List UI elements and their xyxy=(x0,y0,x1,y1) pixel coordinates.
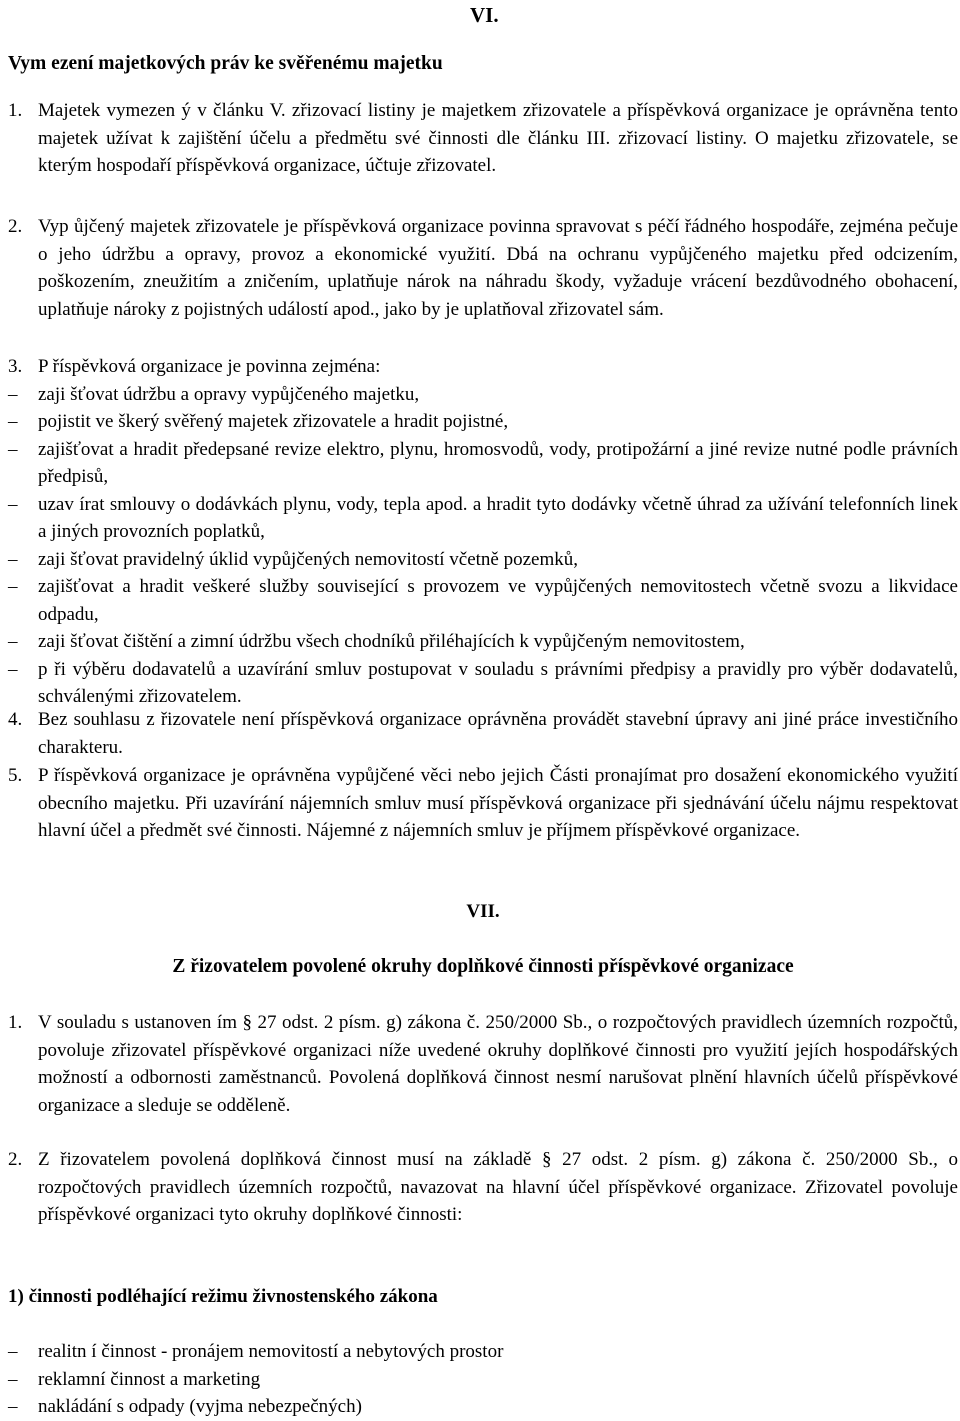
list-item: – realitn í činnost - pronájem nemovitostí a nebytových prostor xyxy=(8,1341,504,1362)
section-6-paragraph-3 xyxy=(8,353,958,711)
list-item: – pojistit ve škerý svěřený majetek zřizovatele a hradit pojistné, xyxy=(8,411,509,432)
paragraph-text: Majetek vymezen ý v článku V. zřizovací listiny je majetkem zřizovatele a příspěvková organizace je oprávněna tento majetek užívat k zajištění účelu a předmětu své činnosti dle článku III. zřizovací listiny. O majetku zřizovatele, se kterým hospodaří příspěvková organizace, účtuje zřizovatel. xyxy=(38,100,958,176)
paragraph-text: Bez souhlasu z řizovatele není příspěvková organizace oprávněna provádět stavební úpravy ani jiné práce investičního charakteru. xyxy=(38,709,958,758)
paragraph-number: 3. xyxy=(8,356,23,377)
paragraph-number: 4. xyxy=(8,709,23,730)
paragraph-number: 5. xyxy=(8,765,23,786)
section-7-paragraph-1 xyxy=(8,1009,958,1119)
section-6-paragraph-4 xyxy=(8,706,958,761)
section-7-activity-list xyxy=(8,1338,958,1421)
section-6-paragraph-2 xyxy=(8,213,958,323)
paragraph-number: 2. xyxy=(8,216,23,237)
list-item: – zajišťovat a hradit předepsané revize elektro, plynu, hromosvodů, vody, protipožární a jiné revize nutné podle právních předpisů, xyxy=(8,438,958,487)
section-7-subheading: 1) činnosti podléhající režimu živnostenského zákona xyxy=(8,1286,438,1307)
section-6-paragraph-5 xyxy=(8,762,958,845)
paragraph-number: 2. xyxy=(8,1149,23,1170)
section-6-paragraph-1 xyxy=(8,97,958,180)
section-7-title: Z řizovatelem povolené okruhy doplňkové činnosti příspěvkové organizace xyxy=(172,956,794,977)
paragraph-number: 1. xyxy=(8,1012,23,1033)
paragraph-text: V souladu s ustanoven ím § 27 odst. 2 písm. g) zákona č. 250/2000 Sb., o rozpočtových pravidlech územních rozpočtů, povoluje zřizovatel příspěvkové organizaci níže uvedené okruhy doplňkové činnosti pro využití jejích hospodářských možností a odbornosti zaměstnanců. Povolená doplňková činnost nesmí narušovat plnění hlavních účelů příspěvkové organizace a sleduje se odděleně. xyxy=(38,1012,958,1116)
paragraph-text: Z řizovatelem povolená doplňková činnost musí na základě § 27 odst. 2 písm. g) zákona č. 250/2000 Sb., o rozpočtových pravidlech územních rozpočtů, navazovat na hlavní účel příspěvkové organizace. Zřizovatel povoluje příspěvkové organizaci tyto okruhy doplňkové činnosti: xyxy=(38,1149,958,1225)
list-item: – uzav írat smlouvy o dodávkách plynu, vody, tepla apod. a hradit tyto dodávky včetně úhrad za užívání telefonních linek a jiných provozních poplatků, xyxy=(8,493,958,542)
paragraph-text: Vyp ůjčený majetek zřizovatele je příspěvková organizace povinna spravovat s péčí řádného hospodáře, zejména pečuje o jeho údržbu a opravy, provoz a ekonomické využití. Dbá na ochranu vypůjčeného majetku před odcizením, poškozením, zneužitím a zničením, uplatňuje nárok na náhradu škody, vyžaduje vrácení bezdůvodného obohacení, uplatňuje nároky z pojistných událostí apod., jako by je uplatňoval zřizovatel sám. xyxy=(38,216,958,320)
list-item: – zajišťovat a hradit veškeré služby související s provozem ve vypůjčených nemovitostech včetně svozu a likvidace odpadu, xyxy=(8,576,958,625)
list-item: – nakládání s odpady (vyjma nebezpečných) xyxy=(8,1396,362,1417)
list-item: – zaji šťovat čištění a zimní údržbu všech chodníků přiléhajících k vypůjčeným nemovitostem, xyxy=(8,631,745,652)
section-7-number: VII. xyxy=(466,901,500,922)
list-item: – zaji šťovat údržbu a opravy vypůjčeného majetku, xyxy=(8,383,420,405)
list-item: – p ři výběru dodavatelů a uzavírání smluv postupovat v souladu s právními předpisy a pravidly pro výběr dodavatelů, schválenými zřizovatelem. xyxy=(8,658,958,707)
paragraph-number: 1. xyxy=(8,100,23,121)
list-item: – zaji šťovat pravidelný úklid vypůjčených nemovitostí včetně pozemků, xyxy=(8,548,578,570)
paragraph-text: P říspěvková organizace je povinna zejména: xyxy=(38,356,381,377)
section-6-number: VI. xyxy=(470,3,499,27)
list-item: – reklamní činnost a marketing xyxy=(8,1368,261,1390)
paragraph-text: P říspěvková organizace je oprávněna vypůjčené věci nebo jejich Části pronajímat pro dosažení ekonomického využití obecního majetku. Při uzavírání nájemních smluv musí příspěvková organizace při sjednávání účelu nájmu respektovat hlavní účel a předmět své činnosti. Nájemné z nájemních smluv je příjmem příspěvkové organizace. xyxy=(38,765,958,841)
section-7-paragraph-2 xyxy=(8,1146,958,1229)
section-6-title: Vym ezení majetkových práv ke svěřenému majetku xyxy=(8,53,443,74)
